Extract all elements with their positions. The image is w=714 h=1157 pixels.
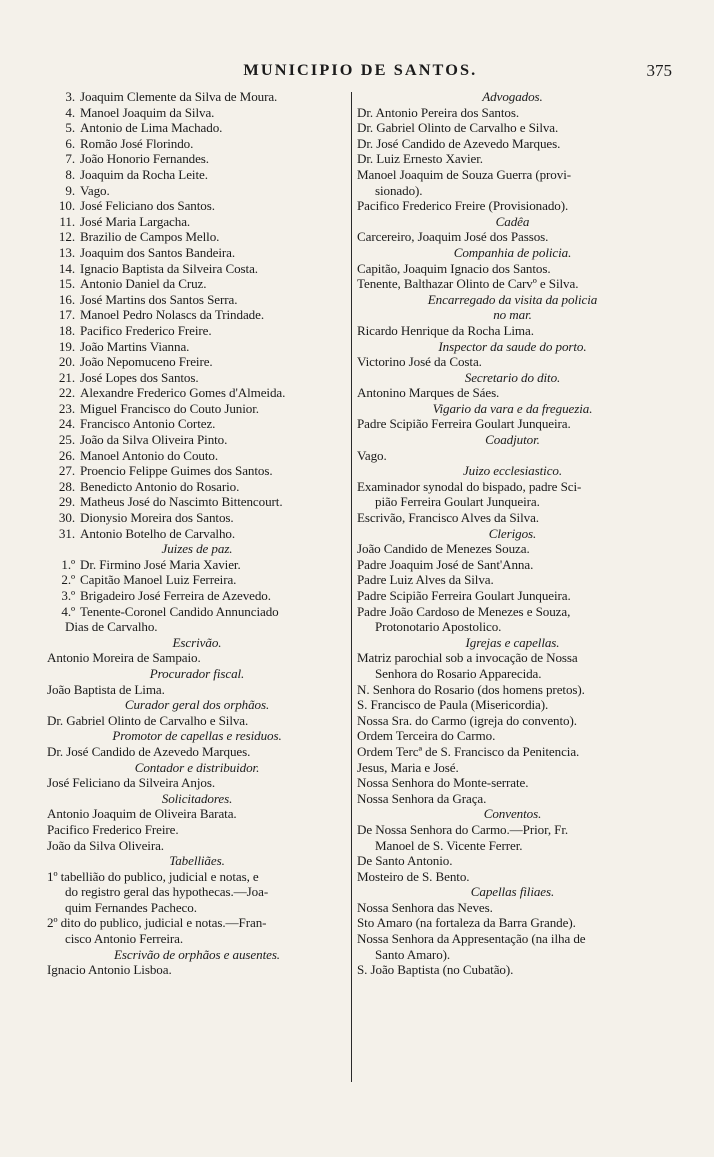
section-heading-solicitadores: Solicitadores. — [161, 790, 233, 806]
list-item — [47, 526, 347, 542]
item-text: Manoel Joaquim da Silva. — [80, 104, 215, 120]
list-item — [47, 448, 347, 464]
list-item: Padre Scipião Ferreira Goulart Junqueira. — [357, 416, 571, 432]
list-item — [47, 198, 347, 214]
item-number: 18. — [58, 322, 75, 338]
list-item-continuation: do registro geral das hypothecas.—Joa- — [65, 884, 269, 900]
section-heading-visita-cont: no mar. — [493, 307, 532, 323]
column-divider — [351, 92, 352, 1082]
list-item: Ricardo Henrique da Rocha Lima. — [357, 322, 534, 338]
item-text: João Nepomuceno Freire. — [80, 354, 213, 370]
list-item: De Santo Antonio. — [357, 853, 453, 869]
item-text: Brigadeiro José Ferreira de Azevedo. — [80, 588, 271, 603]
list-item: N. Senhora do Rosario (dos homens pretos). — [357, 681, 585, 697]
list-item: Dr. Gabriel Olinto de Carvalho e Silva. — [47, 712, 249, 728]
item-text: Joaquim Clemente da Silva de Moura. — [80, 89, 278, 104]
item-number: 24. — [58, 416, 75, 432]
item-text: Matheus José do Nascimto Bittencourt. — [80, 494, 283, 510]
list-item-continuation: Protonotario Apostolico. — [375, 619, 502, 635]
item-number: 6. — [65, 135, 75, 151]
item-text: Antonio Botelho de Carvalho. — [80, 525, 236, 541]
item-text: João Martins Vianna. — [80, 338, 190, 354]
list-item-continuation: quim Fernandes Pacheco. — [65, 899, 197, 915]
list-item — [47, 136, 347, 152]
item-text: Alexandre Frederico Gomes d'Almeida. — [80, 385, 286, 401]
item-number: 9. — [65, 182, 75, 198]
list-item: De Nossa Senhora do Carmo.—Prior, Fr. — [357, 821, 569, 837]
list-item: Antonino Marques de Sáes. — [357, 385, 500, 401]
list-item-continuation: Senhora do Rosario Apparecida. — [375, 665, 542, 681]
list-item-continuation: Manoel de S. Vicente Ferrer. — [375, 837, 523, 853]
section-heading-igrejas: Igrejas e capellas. — [465, 634, 560, 650]
list-item: José Feliciano da Silveira Anjos. — [47, 775, 215, 791]
section-heading-juizo: Juizo ecclesiastico. — [462, 463, 563, 479]
list-item — [47, 229, 347, 245]
list-item: Matriz parochial sob a invocação de Nossa — [357, 650, 578, 666]
item-number: 16. — [58, 291, 75, 307]
igrejas-list — [357, 682, 668, 807]
list-item — [47, 214, 347, 230]
section-heading-clerigos: Clerigos. — [488, 525, 537, 541]
item-number: 27. — [58, 463, 75, 479]
item-number: 1.º — [61, 556, 75, 572]
item-number: 12. — [58, 229, 75, 245]
list-item: Dr. Antonio Pereira dos Santos. — [357, 104, 520, 120]
item-text: Miguel Francisco do Couto Junior. — [80, 400, 259, 416]
juizes-list — [47, 557, 347, 619]
item-text: Dionysio Moreira dos Santos. — [80, 510, 234, 526]
item-text: Pacifico Frederico Freire. — [80, 322, 212, 338]
item-number: 3.º — [61, 588, 75, 603]
list-item-continuation: Dias de Carvalho. — [65, 619, 158, 635]
item-number: 29. — [58, 494, 75, 510]
list-item: João Candido de Menezes Souza. — [357, 541, 530, 557]
item-text: Joaquim da Rocha Leite. — [80, 166, 208, 182]
item-number: 5. — [65, 120, 75, 136]
section-heading-advogados: Advogados. — [482, 89, 543, 104]
list-item: Nossa Senhora do Monte-serrate. — [357, 775, 529, 791]
item-text: Antonio de Lima Machado. — [80, 120, 223, 136]
item-number: 14. — [58, 260, 75, 276]
item-number: 25. — [58, 432, 75, 448]
list-item-continuation: cisco Antonio Ferreira. — [65, 931, 184, 947]
item-text: João da Silva Oliveira Pinto. — [80, 432, 228, 448]
list-item — [47, 479, 347, 495]
list-item — [47, 183, 347, 199]
list-item: Padre João Cardoso de Menezes e Souza, — [357, 603, 571, 619]
item-number: 4. — [65, 104, 75, 120]
item-number: 20. — [58, 354, 75, 370]
item-number: 23. — [58, 400, 75, 416]
list-item: Vago. — [357, 447, 387, 463]
list-item: Ignacio Antonio Lisboa. — [47, 962, 172, 978]
item-text: José Lopes dos Santos. — [80, 369, 199, 385]
section-heading-inspector: Inspector da saude do porto. — [438, 338, 587, 354]
item-text: Capitão Manoel Luiz Ferreira. — [80, 572, 237, 588]
item-text: Brazilio de Campos Mello. — [80, 229, 220, 245]
section-heading-curador: Curador geral dos orphãos. — [124, 697, 270, 713]
section-heading-procurador: Procurador fiscal. — [149, 665, 245, 681]
list-item: Pacifico Frederico Freire (Provisionado). — [357, 198, 569, 214]
list-item: Antonio Moreira de Sampaio. — [47, 650, 201, 666]
list-item: Manoel Joaquim de Souza Guerra (provi- — [357, 166, 571, 182]
list-item: Pacifico Frederico Freire. — [47, 821, 179, 837]
list-item: S. Francisco de Paula (Misericordia). — [357, 697, 549, 713]
list-item — [47, 261, 347, 277]
list-item: Ordem Tercª de S. Francisco da Penitencia. — [357, 743, 580, 759]
section-heading-tabelliaes: Tabelliães. — [169, 853, 225, 869]
item-number: 7. — [65, 151, 75, 167]
item-number: 2.º — [61, 572, 75, 588]
list-item: Escrivão, Francisco Alves da Silva. — [357, 510, 539, 526]
item-text: Dr. Firmino José Maria Xavier. — [80, 556, 241, 572]
list-item — [47, 167, 347, 183]
list-item: Carcereiro, Joaquim José dos Passos. — [357, 229, 549, 245]
list-item — [47, 120, 347, 136]
item-text: Joaquim dos Santos Bandeira. — [80, 244, 236, 260]
list-item: Nossa Senhora das Neves. — [357, 899, 493, 915]
list-item — [47, 370, 347, 386]
list-item — [47, 401, 347, 417]
list-item — [47, 339, 347, 355]
list-item: Nossa Senhora da Appresentação (na ilha de — [357, 931, 586, 947]
item-text: Francisco Antonio Cortez. — [80, 416, 216, 432]
list-item — [47, 89, 347, 105]
item-number: 15. — [58, 276, 75, 292]
item-number: 3. — [65, 89, 75, 104]
item-number: 10. — [58, 198, 75, 214]
item-text: Antonio Daniel da Cruz. — [80, 276, 207, 292]
list-item — [47, 105, 347, 121]
item-number: 11. — [59, 213, 75, 229]
item-text: Tenente-Coronel Candido Annunciado — [80, 603, 279, 619]
section-heading-escrivao-orphaos: Escrivão de orphãos e ausentes. — [113, 946, 280, 962]
item-number: 19. — [58, 338, 75, 354]
section-heading-visita: Encarregado da visita da policia — [427, 291, 598, 307]
section-heading-conventos: Conventos. — [483, 806, 542, 822]
section-heading-vigario: Vigario da vara e da freguezia. — [432, 400, 593, 416]
list-item — [47, 604, 347, 620]
item-number: 28. — [58, 478, 75, 494]
running-title: MUNICIPIO DE SANTOS. — [243, 62, 477, 79]
item-number: 17. — [58, 307, 75, 323]
list-item: Padre Luiz Alves da Silva. — [357, 572, 494, 588]
list-item: 2º dito do publico, judicial e notas.—Fran- — [47, 915, 267, 931]
section-heading-coadjutor: Coadjutor. — [485, 432, 540, 448]
list-item — [47, 510, 347, 526]
list-item — [47, 572, 347, 588]
section-heading-secretario: Secretario do dito. — [464, 369, 561, 385]
list-item: Capitão, Joaquim Ignacio dos Santos. — [357, 260, 551, 276]
list-item: Dr. José Candido de Azevedo Marques. — [357, 135, 561, 151]
list-item: Nossa Sra. do Carmo (igreja do convento). — [357, 712, 577, 728]
section-heading-juizes: Juizes de paz. — [161, 541, 233, 557]
item-number: 13. — [58, 244, 75, 260]
list-item — [47, 323, 347, 339]
item-text: Ignacio Baptista da Silveira Costa. — [80, 260, 258, 276]
list-item: Mosteiro de S. Bento. — [357, 868, 470, 884]
list-item — [47, 385, 347, 401]
item-text: Vago. — [80, 182, 110, 198]
section-heading-escrivao: Escrivão. — [172, 634, 222, 650]
list-item: Dr. Gabriel Olinto de Carvalho e Silva. — [357, 120, 559, 136]
list-item: Sto Amaro (na fortaleza da Barra Grande). — [357, 915, 576, 931]
list-item — [47, 432, 347, 448]
list-item: Padre Joaquim José de Sant'Anna. — [357, 556, 534, 572]
item-number: 21. — [58, 369, 75, 385]
item-number: 22. — [58, 385, 75, 401]
list-item — [47, 557, 347, 573]
right-column — [357, 89, 668, 978]
list-item: Examinador synodal do bispado, padre Sci- — [357, 478, 582, 494]
list-item: S. João Baptista (no Cubatão). — [357, 962, 514, 978]
list-item: Jesus, Maria e José. — [357, 759, 459, 775]
list-item: Ordem Terceira do Carmo. — [357, 728, 496, 744]
inspectors-list — [47, 89, 347, 541]
list-item-continuation: pião Ferreira Goulart Junqueira. — [375, 494, 540, 510]
item-number: 31. — [58, 525, 75, 541]
item-text: Manoel Pedro Nolascs da Trindade. — [80, 307, 264, 323]
section-heading-policia: Companhia de policia. — [453, 244, 572, 260]
list-item: Antonio Joaquim de Oliveira Barata. — [47, 806, 237, 822]
list-item: Dr. José Candido de Azevedo Marques. — [47, 743, 251, 759]
list-item: João Baptista de Lima. — [47, 681, 165, 697]
list-item: Nossa Senhora da Graça. — [357, 790, 487, 806]
list-item — [47, 292, 347, 308]
page-header — [48, 60, 672, 82]
section-heading-promotor: Promotor de capellas e residuos. — [112, 728, 282, 744]
list-item-continuation: sionado). — [375, 182, 423, 198]
list-item: Dr. Luiz Ernesto Xavier. — [357, 151, 483, 167]
list-item: Tenente, Balthazar Olinto de Carvº e Silva. — [357, 276, 579, 292]
list-item — [47, 354, 347, 370]
item-text: José Martins dos Santos Serra. — [80, 291, 238, 307]
list-item-continuation: Santo Amaro). — [375, 946, 451, 962]
left-column — [47, 89, 347, 978]
item-number: 30. — [58, 510, 75, 526]
list-item — [47, 307, 347, 323]
item-text: Manoel Antonio do Couto. — [80, 447, 218, 463]
section-heading-cadea: Cadêa — [495, 213, 530, 229]
list-item — [47, 494, 347, 510]
list-item — [47, 588, 347, 604]
list-item — [47, 276, 347, 292]
page-number: 375 — [646, 61, 672, 80]
list-item: Victorino José da Costa. — [357, 354, 482, 370]
item-text: Proencio Felippe Guimes dos Santos. — [80, 463, 273, 479]
item-text: José Feliciano dos Santos. — [80, 198, 215, 214]
item-number: 26. — [58, 447, 75, 463]
list-item: Padre Scipião Ferreira Goulart Junqueira. — [357, 588, 571, 603]
item-text: Romão José Florindo. — [80, 135, 194, 151]
list-item: 1º tabellião do publico, judicial e notas, e — [47, 868, 259, 884]
item-text: José Maria Largacha. — [80, 213, 191, 229]
item-number: 8. — [65, 166, 75, 182]
item-number: 4.º — [61, 603, 75, 619]
list-item — [47, 463, 347, 479]
item-text: Benedicto Antonio do Rosario. — [80, 478, 240, 494]
section-heading-capellas: Capellas filiaes. — [470, 884, 555, 900]
list-item — [47, 416, 347, 432]
list-item: João da Silva Oliveira. — [47, 837, 164, 853]
section-heading-contador: Contador e distribuidor. — [134, 759, 260, 775]
list-item — [47, 151, 347, 167]
item-text: João Honorio Fernandes. — [80, 151, 209, 167]
list-item — [47, 245, 347, 261]
